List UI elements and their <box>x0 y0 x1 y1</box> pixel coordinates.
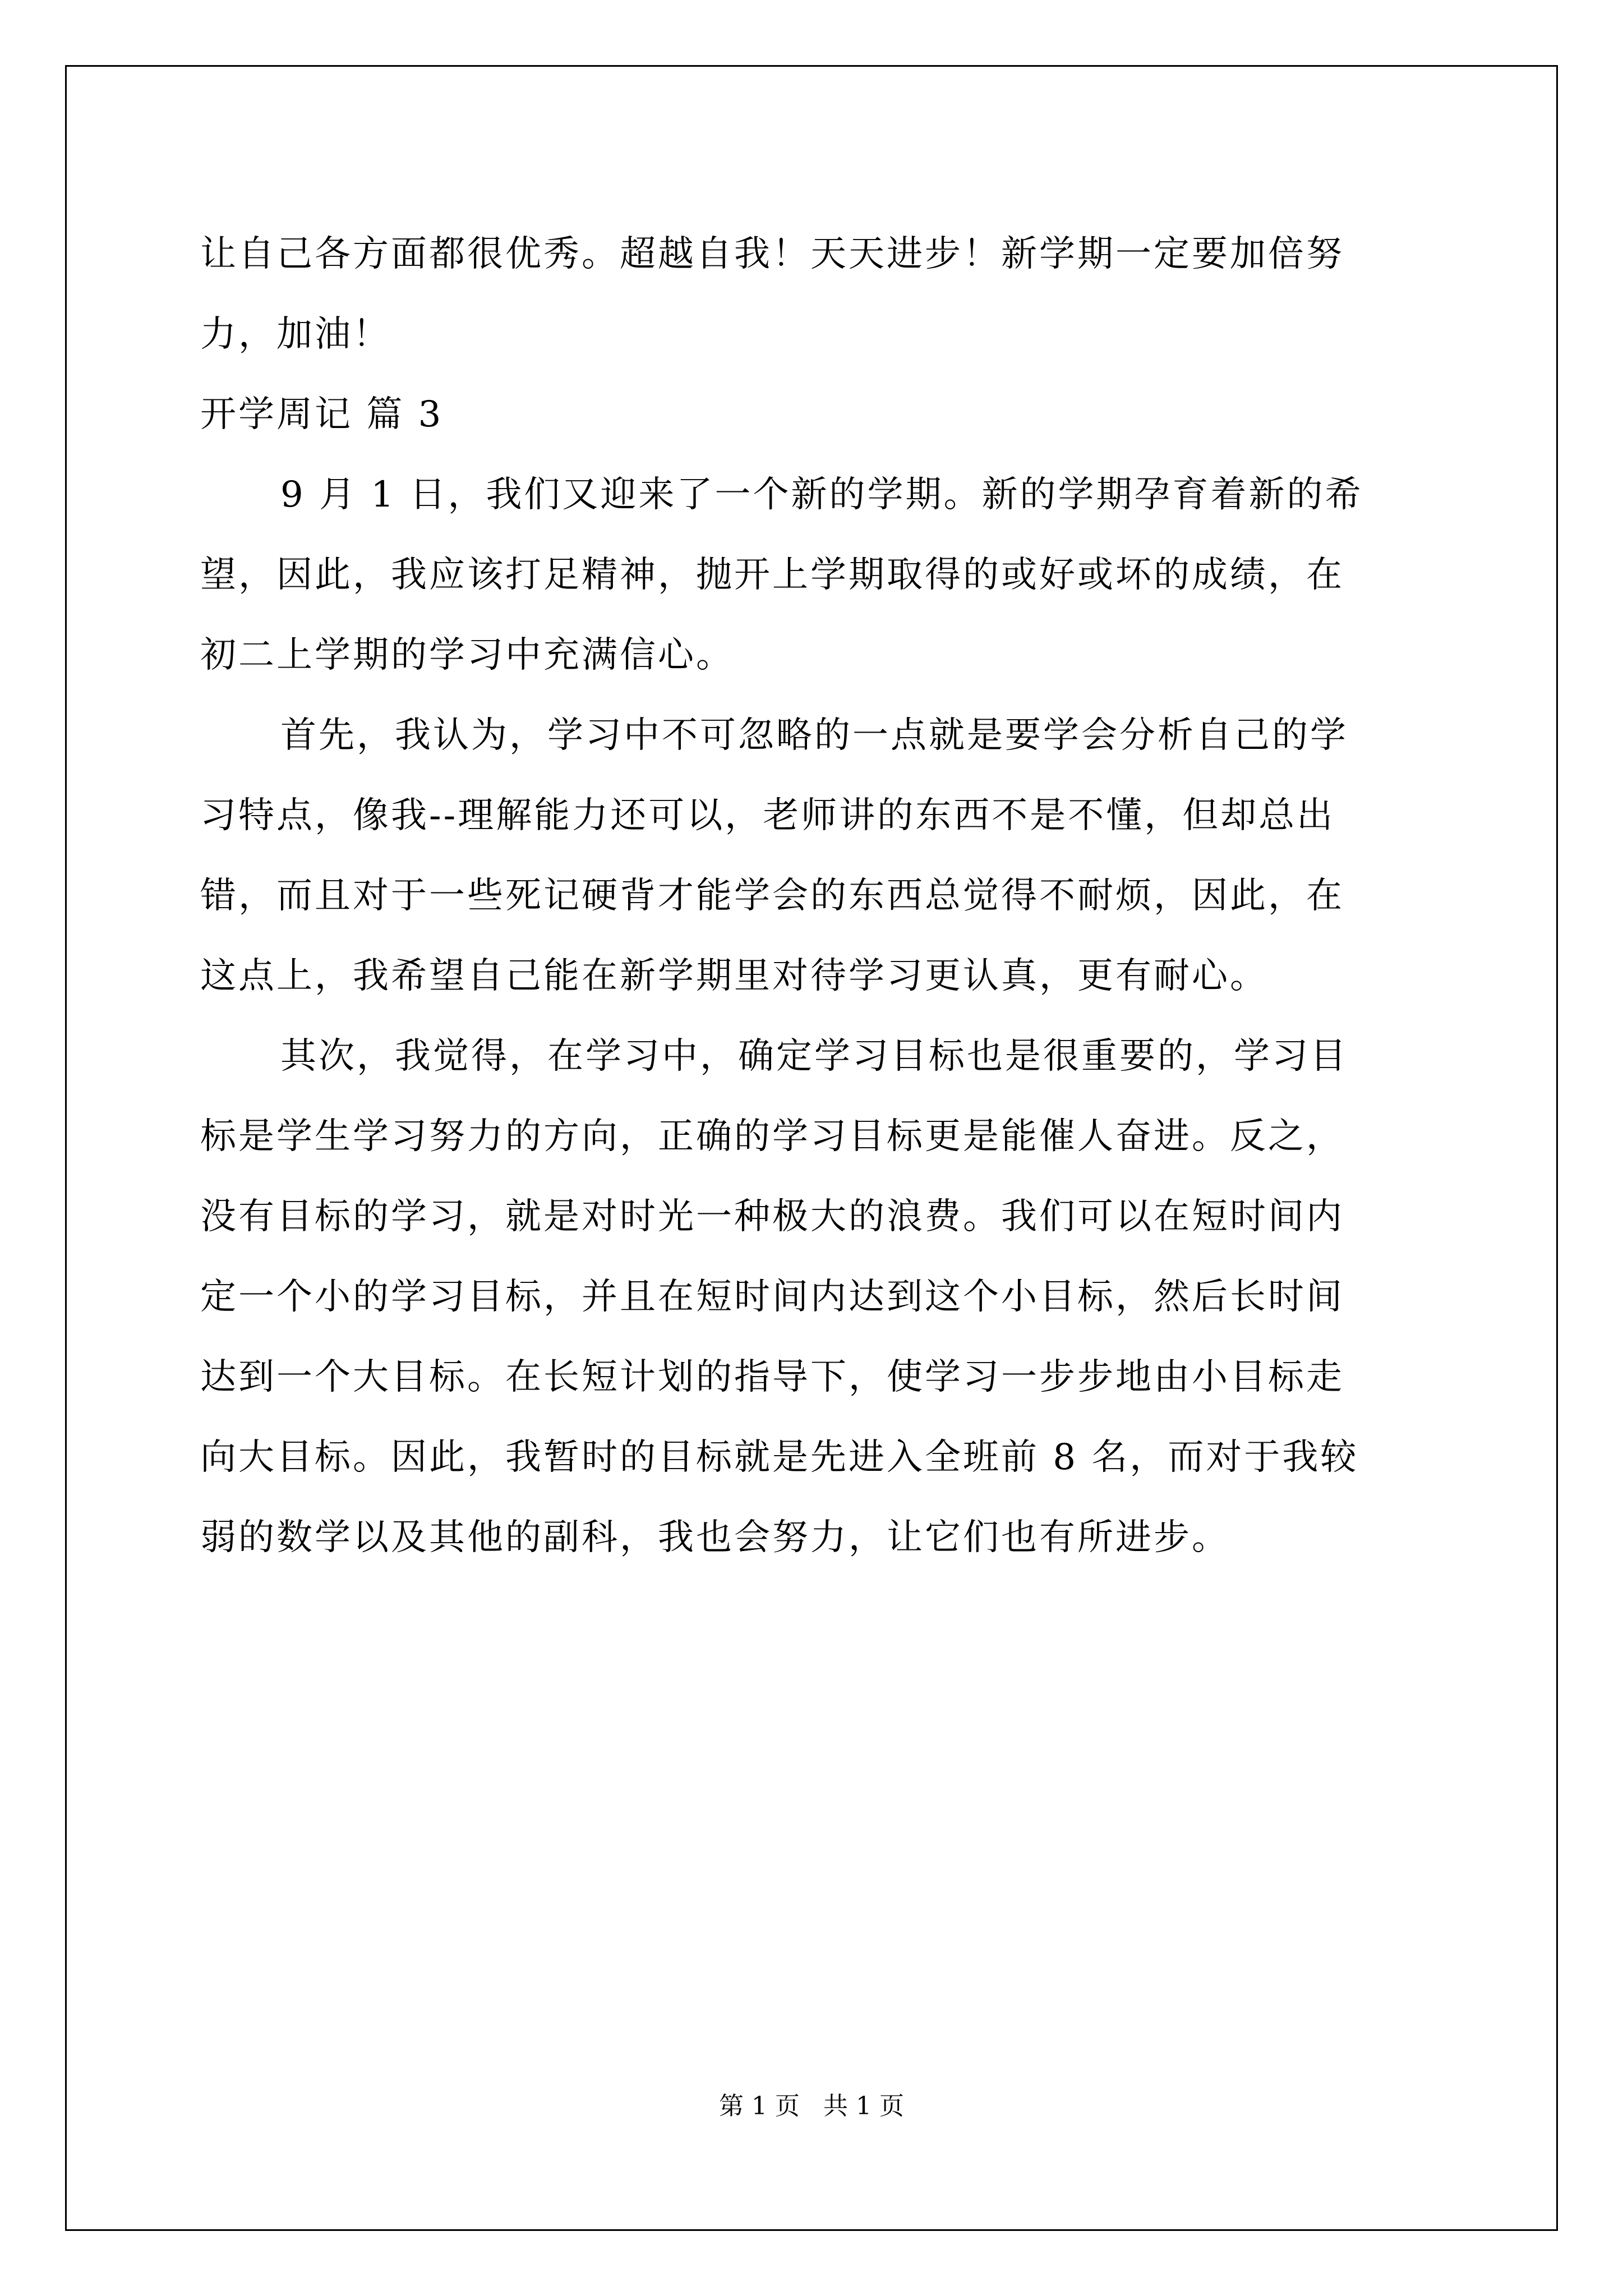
document-body <box>200 214 1434 1578</box>
text-line: 其次，我觉得，在学习中，确定学习目标也是很重要的，学习目 <box>280 1036 1348 1077</box>
text-line: 首先，我认为，学习中不可忽略的一点就是要学会分析自己的学 <box>280 715 1348 756</box>
text-line: 弱的数学以及其他的副科，我也会努力，让它们也有所进步。 <box>200 1517 1230 1558</box>
page-number: 第 1 页 <box>719 2092 800 2120</box>
text-line: 达到一个大目标。在长短计划的指导下，使学习一步步地由小目标走 <box>200 1356 1344 1398</box>
section-heading: 开学周记 篇 3 <box>200 394 444 435</box>
text-line: 标是学生学习努力的方向，正确的学习目标更是能催人奋进。反之， <box>200 1116 1344 1157</box>
page-footer <box>0 2090 1623 2123</box>
text-line: 错，而且对于一些死记硬背才能学会的东西总觉得不耐烦，因此，在 <box>200 875 1344 917</box>
text-line: 初二上学期的学习中充满信心。 <box>200 634 734 676</box>
text-line: 9 月 1 日，我们又迎来了一个新的学期。新的学期孕育着新的希 <box>280 474 1363 516</box>
page-total: 共 1 页 <box>823 2092 904 2120</box>
text-line: 没有目标的学习，就是对时光一种极大的浪费。我们可以在短时间内 <box>200 1196 1344 1237</box>
text-line: 定一个小的学习目标，并且在短时间内达到这个小目标，然后长时间 <box>200 1276 1344 1318</box>
text-line: 向大目标。因此，我暂时的目标就是先进入全班前 8 名，而对于我较 <box>200 1437 1359 1478</box>
text-line: 望，因此，我应该打足精神，抛开上学期取得的或好或坏的成绩，在 <box>200 554 1344 596</box>
text-line: 这点上，我希望自己能在新学期里对待学习更认真，更有耐心。 <box>200 955 1268 997</box>
text-line: 让自己各方面都很优秀。超越自我！天天进步！新学期一定要加倍努 <box>200 233 1344 275</box>
text-line: 习特点，像我--理解能力还可以，老师讲的东西不是不懂，但却总出 <box>200 795 1335 836</box>
text-line: 力，加油！ <box>200 314 391 355</box>
